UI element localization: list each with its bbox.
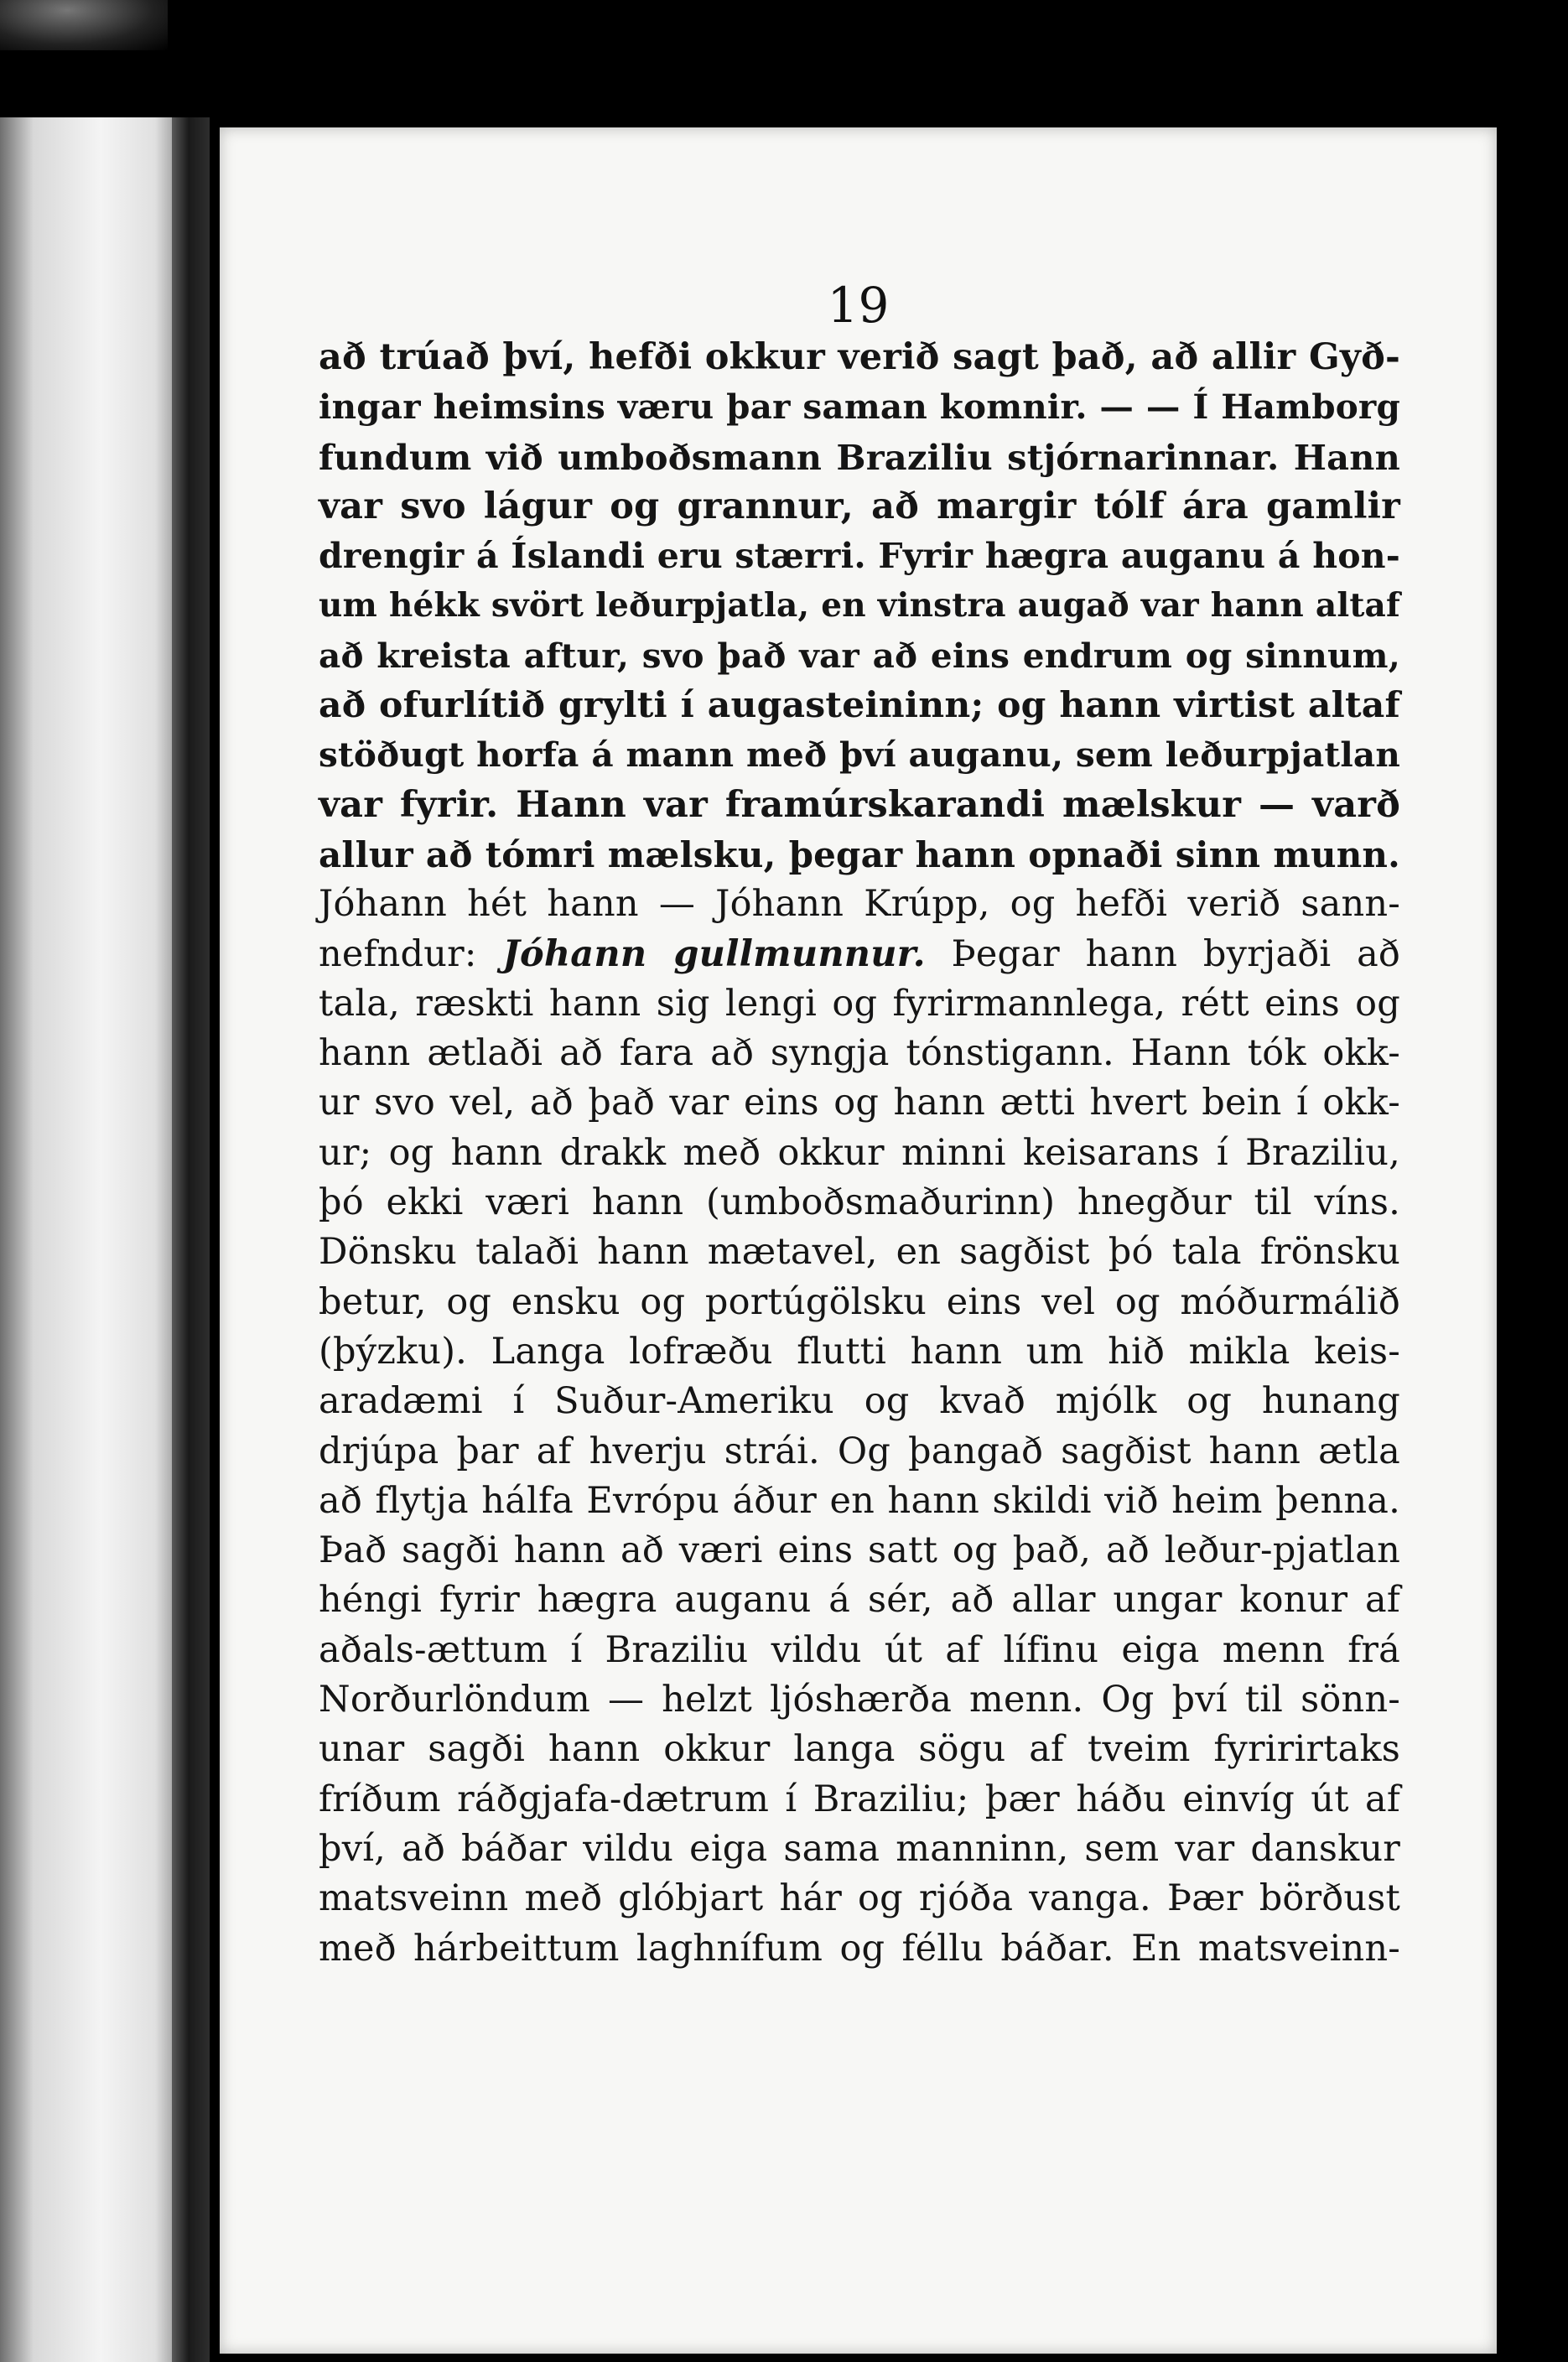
text-line: Það sagði hann að væri eins satt og það, að leður-pjatlan: [319, 1529, 1400, 1572]
text-line: var fyrir. Hann var framúrskarandi mælskur — varð: [319, 783, 1400, 826]
text-line: fríðum ráðgjafa-dætrum í Braziliu; þær háðu einvíg út af: [319, 1778, 1400, 1820]
text-segment: nefndur:: [319, 932, 503, 975]
text-line: aðals-ættum í Braziliu vildu út af lífinu eiga menn frá: [319, 1628, 1400, 1671]
text-line-with-italic: [319, 930, 1400, 979]
text-line: því, að báðar vildu eiga sama manninn, sem var danskur: [319, 1827, 1400, 1870]
text-line: ur; og hann drakk með okkur minni keisarans í Braziliu,: [319, 1131, 1400, 1174]
text-line: (þýzku). Langa lofræðu flutti hann um hið mikla keis-: [319, 1330, 1400, 1373]
book-gutter: [172, 117, 210, 2362]
text-line: unar sagði hann okkur langa sögu af tveim fyririrtaks: [319, 1728, 1400, 1771]
text-line: matsveinn með glóbjart hár og rjóða vanga. Þær börðust: [319, 1877, 1400, 1920]
text-line: þó ekki væri hann (umboðsmaðurinn) hnegður til víns.: [319, 1181, 1400, 1224]
text-line: Jóhann hét hann — Jóhann Krúpp, og hefði verið sann-: [319, 883, 1400, 926]
book-page: [220, 127, 1497, 2354]
text-line: ur svo vel, að það var eins og hann ætti hvert bein í okk-: [319, 1082, 1400, 1124]
text-line: héngi fyrir hægra auganu á sér, að allar ungar konur af: [319, 1579, 1400, 1622]
text-line: Norðurlöndum — helzt ljóshærða menn. Og því til sönn-: [319, 1679, 1400, 1721]
text-line: Dönsku talaði hann mætavel, en sagðist þó tala frönsku: [319, 1231, 1400, 1274]
text-line: betur, og ensku og portúgölsku eins vel og móðurmálið: [319, 1280, 1400, 1323]
scan-corner-shadow: [0, 0, 168, 50]
text-line: að trúað því, hefði okkur verið sagt það, að allir Gyð-: [319, 336, 1400, 378]
page-number: 19: [827, 277, 890, 334]
text-line: ingar heimsins væru þar saman komnir. — — Í Hamborg: [319, 387, 1400, 428]
text-line: allur að tómri mælsku, þegar hann opnaði sinn munn.: [319, 833, 1400, 875]
body-text: [319, 333, 1400, 1974]
text-line: drengir á Íslandi eru stærri. Fyrir hægra auganu á hon-: [319, 536, 1400, 577]
text-line: um hékk svört leðurpjatla, en vinstra augað var hann altaf: [319, 586, 1400, 626]
text-segment: Þegar hann byrjaði að: [925, 932, 1401, 975]
text-line: að ofurlítið grylti í augasteininn; og hann virtist altaf: [319, 684, 1400, 727]
text-line: aradæmi í Suður-Ameriku og kvað mjólk og hunang: [319, 1380, 1400, 1423]
text-line: drjúpa þar af hverju strái. Og þangað sagðist hann ætla: [319, 1430, 1400, 1472]
text-line: að flytja hálfa Evrópu áður en hann skildi við heim þenna.: [319, 1479, 1400, 1522]
text-line: tala, ræskti hann sig lengi og fyrirmannlega, rétt eins og: [319, 982, 1400, 1025]
text-line: með hárbeittum laghnífum og féllu báðar. En matsveinn-: [319, 1927, 1400, 1970]
text-line: stöðugt horfa á mann með því auganu, sem leðurpjatlan: [319, 735, 1400, 776]
italic-name: Jóhann gullmunnur.: [502, 932, 926, 975]
facing-page-edge: [0, 117, 189, 2362]
text-line: var svo lágur og grannur, að margir tólf ára gamlir: [319, 485, 1400, 527]
text-line: hann ætlaði að fara að syngja tónstigann. Hann tók okk-: [319, 1032, 1400, 1075]
text-line: að kreista aftur, svo það var að eins endrum og sinnum,: [319, 635, 1400, 676]
text-line: fundum við umboðsmann Braziliu stjórnarinnar. Hann: [319, 436, 1400, 478]
